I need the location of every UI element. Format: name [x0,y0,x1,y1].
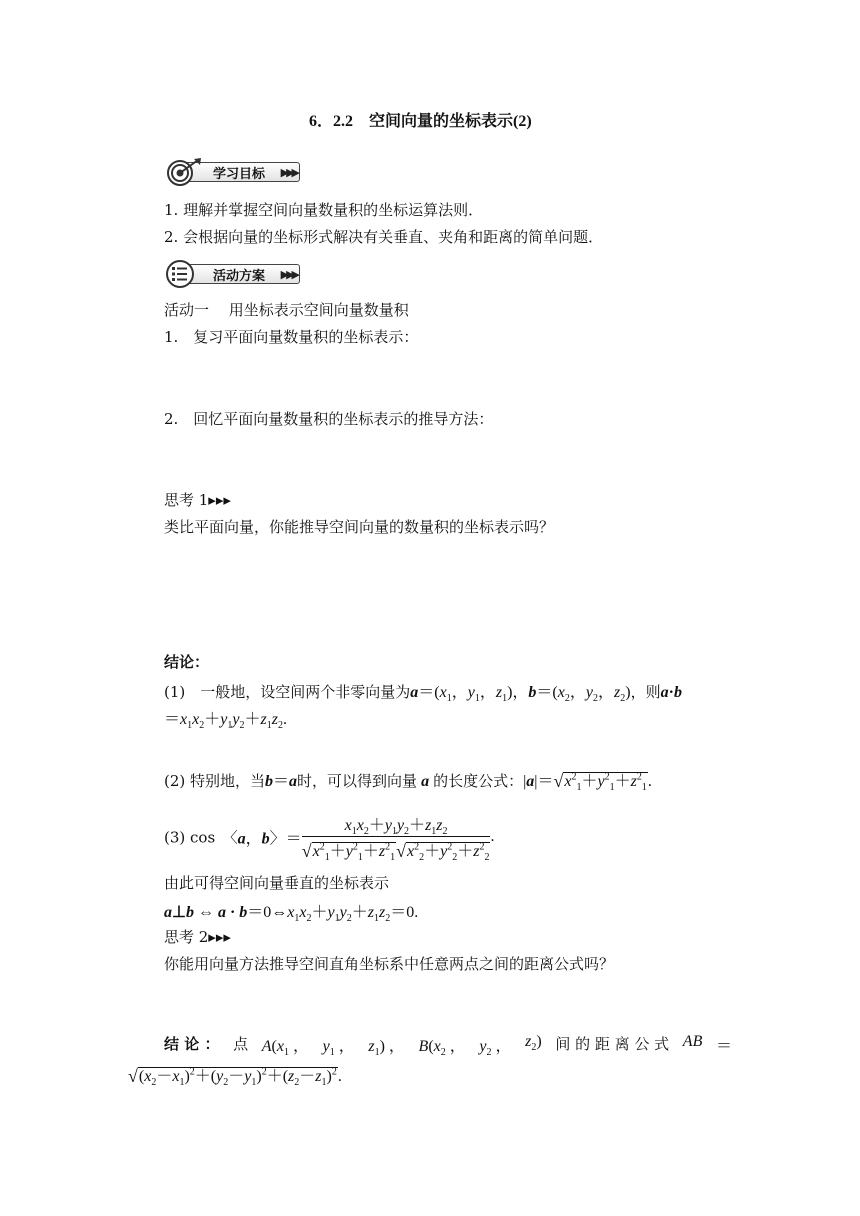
conclusion-2-mid: 时，可以得到向量 [297,772,418,790]
cosine-fraction: $\frac{x_1x_2+y_1y_2+z_1z_2}{√x^2_1+y^2_1+z^2_1√x^2_2+y^2_2+z^2_2}$ [302,812,491,862]
think2-label: 思考 2▸▸▸ [164,928,231,946]
think1-label: 思考 1▸▸▸ [164,491,231,509]
chevrons-icon: ▶▶▶ [280,268,298,281]
think2-text: 你能用向量方法推导空间直角坐标系中任意两点之间的距离公式吗？ [164,955,615,973]
conclusion-1-text: (1) 一般地，设空间两个非零向量为 [164,683,411,701]
conclusion-1: (1) 一般地，设空间两个非零向量为$a=(x_1$，$y_1$，$z_1$)，$b=(x_2$，$y_2$，$z_2$)，则a·b [164,683,682,705]
conclusion-2-tail: 的长度公式： [433,772,524,790]
conclusion-1-then: ，则 [630,683,661,701]
activity1-heading: 活动一 用坐标表示空间向量数量积 [164,301,409,319]
activity-badge-label: 活动方案 [213,268,266,284]
conclusion-3: (3) cos 〈a，b〉＝ $\frac{x_1x_2+y_1y_2+z_1z_2}{√x^2_1+y^2_1+z^2_1√x^2_2+y^2_2+z^2_2}$ . [164,812,494,862]
distance-conclusion-text: 点 [233,1035,249,1053]
activity-badge [164,260,300,288]
distance-conclusion-label: 结 论 ： [164,1035,220,1053]
think1-text: 类比平面向量，你能推导空间向量的数量积的坐标表示吗？ [164,518,555,536]
objective-item: 1. 理解并掌握空间向量数量积的坐标运算法则． [164,201,484,219]
conclusion-3-prefix: (3) cos 〈 [164,828,238,847]
distance-conclusion-mid: 间 的 距 离 公 式 [555,1035,670,1053]
objective-item: 2. 会根据向量的坐标形式解决有关垂直、夹角和距离的简单问题． [164,228,604,246]
review-item-2: 2. 回忆平面向量数量积的坐标表示的推导方法： [164,410,494,428]
conclusion-label: 结论： [164,653,210,671]
perpendicular-intro: 由此可得空间向量垂直的坐标表示 [164,874,390,892]
perpendicular-formula: a⊥b ⇔ $a \cdot b=0\Leftrightarrow x_1x_2+y_1y_2+z_1z_2=0$. [164,904,419,925]
page-title: 6．2.2 空间向量的坐标表示(2) [309,113,532,130]
chevrons-icon: ▶▶▶ [280,166,298,179]
dot-product-formula: $=x_1x_2+y_1y_2+z_1z_2$. [164,711,287,732]
objectives-badge [164,158,300,186]
conclusion-2: (2) 特别地，当b＝a时，可以得到向量 a 的长度公式：$|a|=√x^2_1+y^2_1+z^2_1$. [164,771,652,794]
target-icon [164,157,204,187]
distance-conclusion: 结 论 ： 点 $A(x_1$ ， $y_1$ ， $z_1$) ， $B(x_2$ ， $y_2$ ， $z_2$) 间 的 距 离 公 式 AB ＝ [164,1033,732,1059]
distance-formula: $√(x_2-x_1)^2+(y_2-y_1)^2+(z_2-z_1)^2$. [128,1066,342,1089]
objectives-badge-label: 学习目标 [213,166,266,182]
review-item-1: 1. 复习平面向量数量积的坐标表示： [164,328,419,346]
list-icon [164,259,204,289]
conclusion-2-prefix: (2) 特别地，当 [164,772,266,790]
